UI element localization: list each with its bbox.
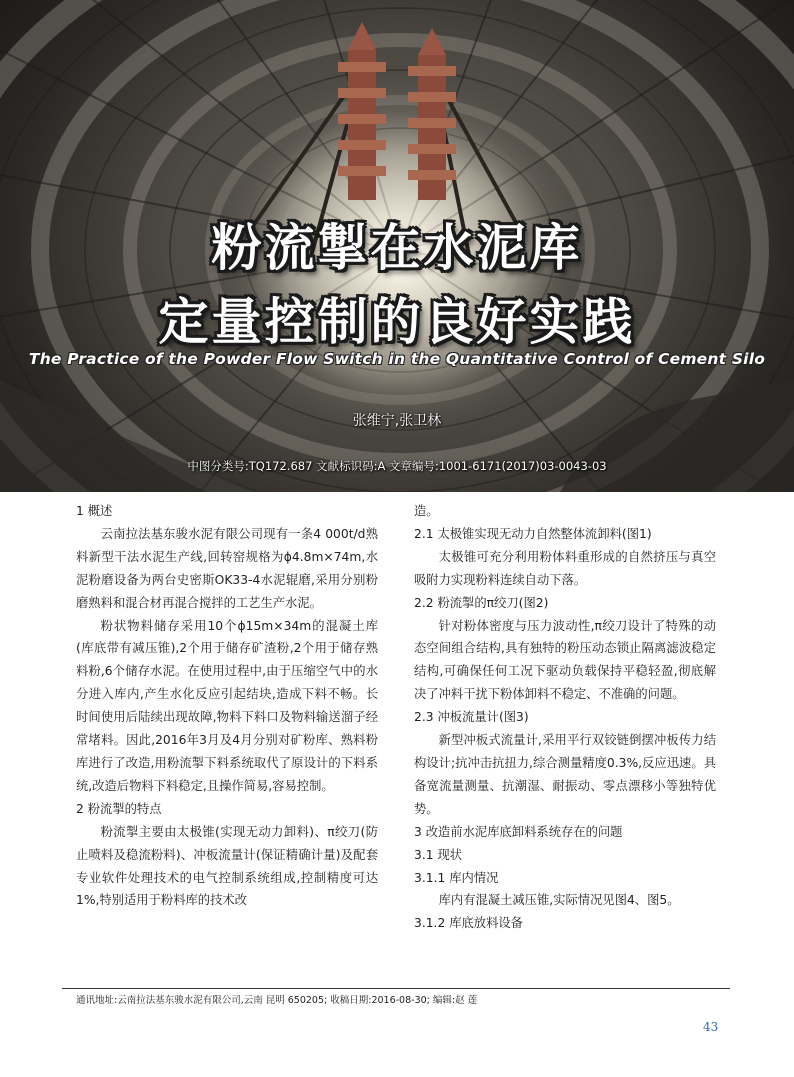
- section-heading: 3.1 现状: [414, 847, 463, 862]
- footer-note: 通讯地址:云南拉法基东骏水泥有限公司,云南 昆明 650205; 收稿日期:2016-08-30; 编辑:赵 莲: [76, 995, 478, 1006]
- title-line-1: 粉流掣在水泥库: [211, 219, 583, 277]
- hero-photo: [0, 0, 794, 492]
- section-heading: 2 粉流掣的特点: [76, 801, 162, 816]
- right-column: [414, 500, 716, 935]
- body-paragraph: 造。: [414, 504, 439, 518]
- left-column: [76, 500, 378, 912]
- classification-line: 中图分类号:TQ172.687 文献标识码:A 文章编号:1001-6171(2017)03-0043-03: [187, 459, 607, 473]
- body-paragraph: 粉流掣主要由太极锥(实现无动力卸料)、π绞刀(防止喷料及稳流粉料)、冲板流量计(保证精确计量)及配套专业软件处理技术的电气控制系统组成,控制精度可达1%,特别适用于粉料库的技术改: [76, 824, 378, 908]
- authors: 张维宁,张卫林: [352, 413, 442, 429]
- section-heading: 2.2 粉流掣的π绞刀(图2): [414, 595, 549, 610]
- section-heading: 1 概述: [76, 504, 113, 518]
- body-paragraph: 库内有混凝土减压锥,实际情况见图4、图5。: [438, 893, 680, 908]
- body-paragraph: 粉状物料储存采用10个ϕ15m×34m的混凝土库(库底带有减压锥),2个用于储存矿渣粉,2个用于储存熟料粉,6个储存水泥。在使用过程中,由于压缩空气中的水分进入库内,产生水化反应引起结块,造成下料不畅。长时间使用后陆续出现故障,物料下料口及物料输送溜子经常堵料。因此,2016年3月及4月分别对矿粉库、熟料粉库进行了改造,用粉流掣下料系统取代了原设计的下料系统,改造后物料下料稳定,且操作简易,容易控制。: [76, 618, 378, 793]
- footer-rule: [62, 988, 730, 989]
- body-paragraph: 新型冲板式流量计,采用平行双铰链倒摆冲板传力结构设计;抗冲击抗扭力,综合测量精度0.3%,反应迅速。具备宽流量测量、抗潮湿、耐振动、零点漂移小等独特优势。: [414, 733, 716, 816]
- section-heading: 2.3 冲板流量计(图3): [414, 710, 529, 725]
- body-paragraph: 针对粉体密度与压力波动性,π绞刀设计了特殊的动态空间组合结构,具有独特的粉压动态锁止隔离滤波稳定结构,可确保任何工况下驱动负载保持平稳轻盈,彻底解决了冲料干扰下粉体卸料不稳定、不准确的问题。: [414, 618, 716, 702]
- title-line-2: 定量控制的良好实践: [158, 293, 636, 351]
- section-heading: 3.1.1 库内情况: [414, 870, 499, 885]
- page-number: 43: [703, 1020, 719, 1034]
- body-paragraph: 云南拉法基东骏水泥有限公司现有一条4 000t/d熟料新型干法水泥生产线,回转窑规格为ϕ4.8m×74m,水泥粉磨设备为两台史密斯OK33-4水泥辊磨,采用分别粉磨熟料和混合材再混合搅拌的工艺生产水泥。: [76, 526, 378, 610]
- section-heading: 3 改造前水泥库底卸料系统存在的问题: [414, 824, 623, 839]
- section-heading: 3.1.2 库底放料设备: [414, 916, 523, 931]
- section-heading: 2.1 太极锥实现无动力自然整体流卸料(图1): [414, 526, 652, 541]
- body-paragraph: 太极锥可充分利用粉体料重形成的自然挤压与真空吸附力实现粉料连续自动下落。: [414, 549, 716, 587]
- english-subtitle: The Practice of the Powder Flow Switch in the Quantitative Control of Cement Silo: [28, 350, 766, 368]
